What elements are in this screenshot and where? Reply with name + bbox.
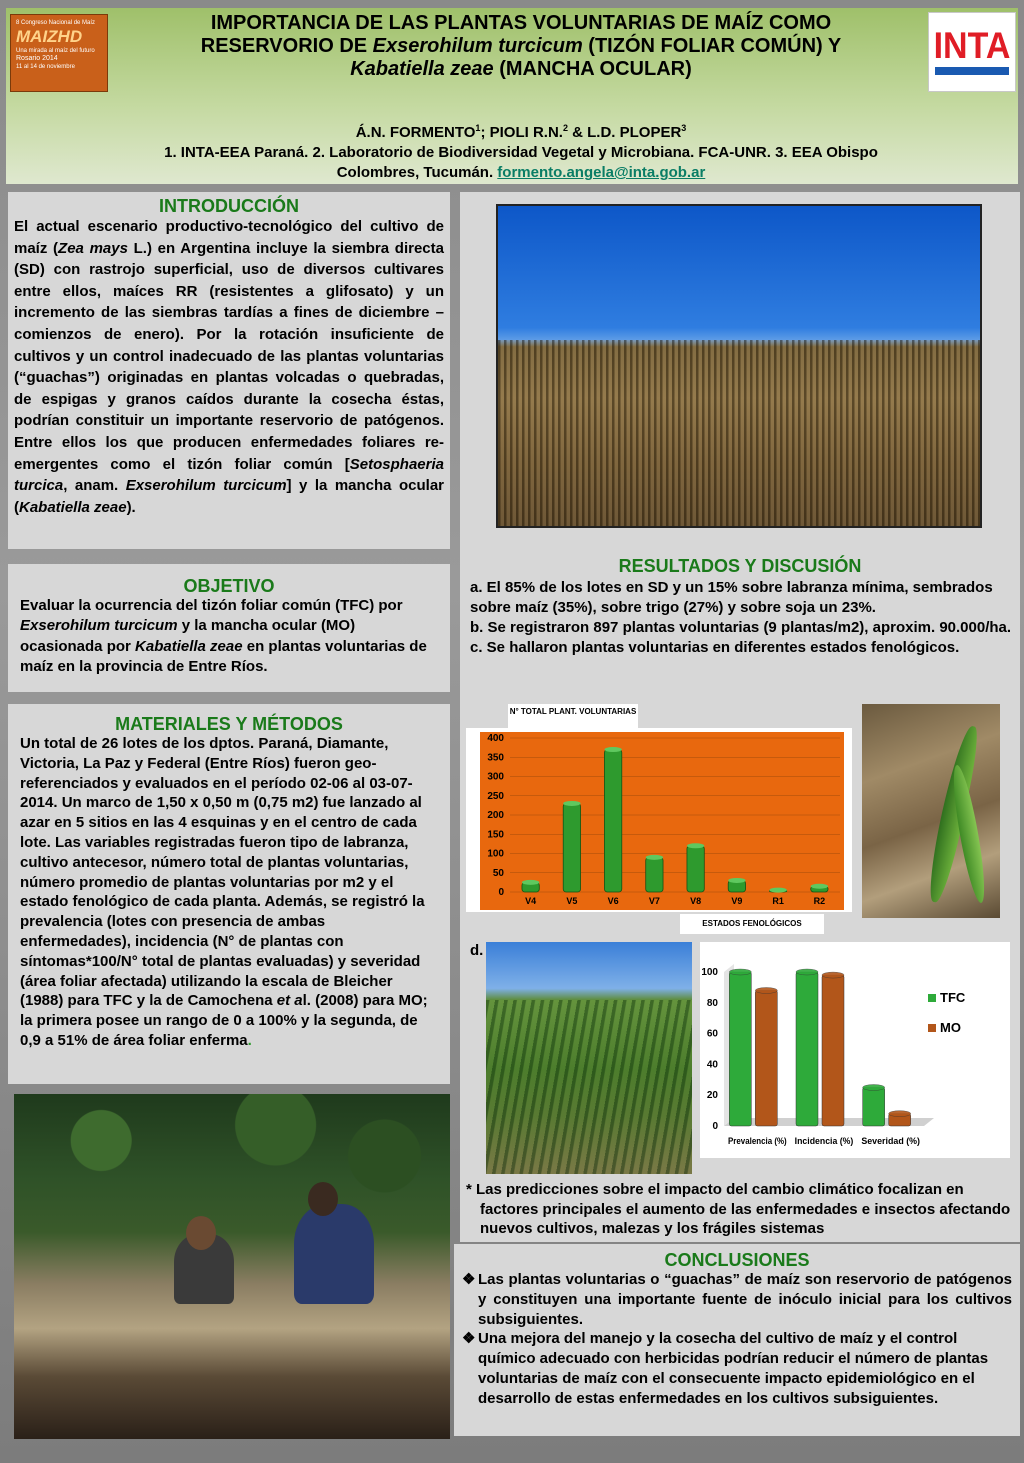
chart2-ytick-label: 40 xyxy=(706,1059,718,1071)
conclusion-item xyxy=(462,1270,1012,1329)
chart1-bar-cap xyxy=(646,855,663,860)
intro-body xyxy=(14,216,444,518)
maiz-logo-sub: Una mirada al maíz del futuro xyxy=(16,48,95,54)
chart1-ytick-label: 350 xyxy=(487,752,504,764)
chart2-svg xyxy=(700,942,1010,1158)
objetivo-text: y la mancha ocular (MO) ocasionada por xyxy=(20,617,356,655)
chart1-ytick-label: 250 xyxy=(487,790,504,802)
chart2-ytick-label: 0 xyxy=(712,1121,718,1132)
maiz-logo-big: MAIZHD xyxy=(16,27,83,46)
conclusiones-title: CONCLUSIONES xyxy=(664,1250,810,1270)
chart1-ytick-label: 300 xyxy=(487,771,504,783)
intro-title: INTRODUCCIÓN xyxy=(159,196,299,216)
author-sup: 2 xyxy=(562,123,568,133)
title-line-1: IMPORTANCIA DE LAS PLANTAS VOLUNTARIAS DE MAÍZ COMO xyxy=(210,12,832,34)
title-text: (TIZÓN FOLIAR COMÚN) Y xyxy=(582,35,842,57)
chart1-xlabel: ESTADOS FENOLÓGICOS xyxy=(680,914,824,934)
chart2-ytick-label: 100 xyxy=(701,967,718,978)
author-text: Á.N. FORMENTO xyxy=(355,124,476,141)
title-text: RESERVORIO DE xyxy=(200,35,373,57)
chart1-bar xyxy=(563,803,580,892)
corn-field-photo xyxy=(496,204,982,528)
chart1-xtick-label: V9 xyxy=(731,896,743,906)
chart2-bar-cap xyxy=(889,1111,911,1117)
chart1-ytick-label: 200 xyxy=(487,810,504,821)
resultados-body xyxy=(470,578,1015,658)
field-sampling-photo xyxy=(14,1094,450,1439)
title-species: Kabatiella zeae xyxy=(350,58,494,80)
chart1-xtick-label: V5 xyxy=(566,896,578,906)
chart2-legend-swatch xyxy=(928,1024,936,1032)
chart2-ytick-label: 60 xyxy=(706,1028,718,1040)
diamond-bullet-icon: ❖ xyxy=(462,1271,476,1288)
materiales-period: . xyxy=(247,1031,252,1049)
intro-text: L.) en Argentina incluye la siembra directa (SD) con rastrojo superficial, uso de diversos cultivares entre ellos, maíces RR (resistentes a glifosato) y un incremento de las siembras tardías a fines de diciembre – comienzos de enero). Por la rotación insuficiente de cultivos y un control inadecuado de las plantas voluntarias (“guachas”) originadas en plantas volcadas o quebradas, de espigas y granos caídos durante la cosecha éstas, podrían constituir un importante reservorio de patógenos. Entre ellos los que producen enfermedades foliares re-emergentes como el tizón foliar común [ xyxy=(14,239,444,473)
chart1-ytick-label: 50 xyxy=(492,867,504,879)
maizhd-logo xyxy=(10,14,108,92)
chart2-bar-cap xyxy=(822,972,844,978)
green-corn-photo xyxy=(486,942,692,1174)
materiales-section xyxy=(8,704,450,1084)
chart2-bar xyxy=(863,1088,885,1127)
chart1-ytick-label: 400 xyxy=(487,733,504,744)
chart1-ytick-label: 150 xyxy=(487,829,504,841)
intro-text: ). xyxy=(126,498,136,516)
chart1-xtick-label: V4 xyxy=(525,896,537,906)
chart1-ytick-label: 0 xyxy=(498,887,504,898)
chart1-xtick-label: V6 xyxy=(607,896,619,906)
chart1-bar-cap xyxy=(563,801,580,806)
objetivo-body xyxy=(20,596,438,678)
chart1-bar-cap xyxy=(604,747,621,752)
author-text: ; PIOLI R.N. xyxy=(480,124,563,141)
inta-logo-bar xyxy=(935,67,1009,75)
climate-note-text: * Las predicciones sobre el impacto del cambio climático focalizan en factores principales el aumento de las enfermedades e insectos afectando nuevos cultivos, malezas y los frágiles sistemas xyxy=(466,1181,1011,1237)
maiz-logo-small: 8 Congreso Nacional de Maíz xyxy=(16,20,96,26)
conclusion-text: Una mejora del manejo y la cosecha del cultivo de maíz y el control químico adecuado con herbicidas podrían reducir el número de plantas voluntarias de maíz con el consecuente impacto epidemiológico en el desarrollo de estas enfermedades en los cultivos subsiguientes. xyxy=(478,1330,989,1407)
chart2-bar xyxy=(796,972,818,1126)
climate-note xyxy=(466,1180,1014,1239)
maiz-logo-city: Rosario 2014 xyxy=(16,55,58,62)
poster-title xyxy=(116,12,926,81)
chart1-xtick-label: R1 xyxy=(772,896,784,906)
affiliations-line: 1. INTA-EEA Paraná. 2. Laboratorio de Biodiversidad Vegetal y Microbiana. FCA-UNR. 3. EEA Obispo xyxy=(164,144,878,161)
chart1-bar-cap xyxy=(811,884,828,889)
photo-crop-texture xyxy=(498,340,980,526)
chart1-bar-cap xyxy=(522,880,539,885)
materiales-title: MATERIALES Y MÉTODOS xyxy=(115,714,343,734)
resultado-b: b. Se registraron 897 plantas voluntarias (9 plantas/m2), aproxim. 90.000/ha. xyxy=(470,619,1012,636)
chart2-bar xyxy=(755,990,777,1126)
chart2-xtick-label: Incidencia (%) xyxy=(794,1136,854,1147)
conclusiones-section xyxy=(454,1244,1020,1436)
objetivo-text: Evaluar la ocurrencia del tizón foliar común (TFC) por xyxy=(20,597,403,614)
chart1-bar-cap xyxy=(728,878,745,883)
chart1-title: N° TOTAL PLANT. VOLUNTARIAS xyxy=(508,704,638,728)
chart1-ytick-label: 100 xyxy=(487,848,504,860)
authors-line xyxy=(116,118,926,143)
resultados-title: RESULTADOS Y DISCUSIÓN xyxy=(618,556,862,576)
resultado-d-label: d. xyxy=(470,942,484,959)
intro-section xyxy=(8,192,450,549)
chart1-xtick-label: V7 xyxy=(648,896,660,906)
inta-logo xyxy=(928,12,1016,92)
photo-row-texture xyxy=(486,1000,692,1174)
title-text: (MANCHA OCULAR) xyxy=(493,58,692,80)
materiales-body xyxy=(20,734,438,1051)
chart2-bar xyxy=(822,975,844,1126)
conclusiones-list xyxy=(462,1270,1012,1409)
chart1-xtick-label: V8 xyxy=(690,896,702,906)
chart2-legend-swatch xyxy=(928,994,936,1002)
materiales-italic: et a xyxy=(276,992,303,1010)
chart2-bar-cap xyxy=(863,1085,885,1091)
chart2-bar-cap xyxy=(796,969,818,975)
author-sup: 1 xyxy=(475,123,481,133)
email-link[interactable]: formento.angela@inta.gob.ar xyxy=(497,164,706,181)
photo-trees xyxy=(14,1094,450,1249)
chart1-bar xyxy=(646,857,663,892)
title-species: Exserohilum turcicum xyxy=(372,35,583,57)
chart2-ytick-label: 20 xyxy=(706,1090,718,1102)
chart2-legend-label: TFC xyxy=(940,990,966,1005)
intro-text: , anam. xyxy=(63,477,126,495)
maiz-logo-dates: 11 al 14 de noviembre xyxy=(16,64,75,70)
resultado-c: c. Se hallaron plantas voluntarias en diferentes estados fenológicos. xyxy=(470,639,960,656)
objetivo-species: Kabatiella zeae xyxy=(135,637,243,655)
intro-species: Zea mays xyxy=(58,239,128,257)
chart2-xtick-label: Prevalencia (%) xyxy=(728,1136,787,1147)
photo-person-2 xyxy=(294,1204,374,1304)
conclusion-item xyxy=(462,1329,1012,1408)
title-line-3 xyxy=(116,58,926,81)
objetivo-species: Exserohilum turcicum xyxy=(20,617,178,635)
title-line-2 xyxy=(116,35,926,58)
affiliations-line-2 xyxy=(116,163,926,183)
chart2-bar-cap xyxy=(729,969,751,975)
photo-head-2 xyxy=(308,1182,338,1216)
conclusion-text: Las plantas voluntarias o “guachas” de maíz son reservorio de patógenos y constituyen una importante fuente de inóculo inicial para los cultivos subsiguientes. xyxy=(478,1271,1012,1328)
inta-logo-word: INTA xyxy=(933,25,1011,67)
chart1-bar-cap xyxy=(769,888,786,893)
intro-species: Kabatiella zeae xyxy=(19,498,127,516)
chart1-bar xyxy=(604,750,621,892)
chart1-bar xyxy=(687,846,704,892)
chart2-xtick-label: Severidad (%) xyxy=(861,1136,920,1147)
objetivo-title: OBJETIVO xyxy=(183,576,275,596)
materiales-text: l. (2008) para MO; la primera posee un rango de 0 a 100% y la segunda, de 0,9 a 51% de área foliar enferma xyxy=(20,992,428,1049)
authors-block xyxy=(116,118,926,183)
author-text: & L.D. PLOPER xyxy=(567,124,682,141)
objetivo-section xyxy=(8,564,450,692)
author-sup: 3 xyxy=(681,123,687,133)
intro-text: El actual escenario productivo-tecnológico del cultivo de maíz ( xyxy=(14,218,444,257)
chart2-legend-label: MO xyxy=(940,1020,961,1035)
chart2-bar-cap xyxy=(755,987,777,993)
photo-head-1 xyxy=(186,1216,216,1250)
chart1-bar-cap xyxy=(687,843,704,848)
volunteer-plant-photo xyxy=(862,704,1000,918)
chart2-ytick-label: 80 xyxy=(706,997,718,1009)
chart1-svg xyxy=(466,728,852,912)
intro-text: ] y la mancha ocular ( xyxy=(14,477,445,516)
chart2-bar xyxy=(729,972,751,1126)
objetivo-text: en plantas voluntarias de maíz en la provincia de Entre Ríos. xyxy=(20,637,427,676)
resultado-a: a. El 85% de los lotes en SD y un 15% sobre labranza mínima, sembrados sobre maíz (35%), sobre trigo (27%) y sobre soja un 23%. xyxy=(470,579,993,616)
intro-species: Exserohilum turcicum xyxy=(125,477,287,495)
diamond-bullet-icon: ❖ xyxy=(462,1330,476,1348)
intro-species: Setosphaeria turcica xyxy=(14,455,444,495)
materiales-text: Un total de 26 lotes de los dptos. Paraná, Diamante, Victoria, La Paz y Federal (Entre Ríos) fueron geo-referenciados y evaluados en el período 02-06 al 03-07-2014. Un marco de 1,50 x 0,50 m (0,75 m2) fue lanzado al azar en 5 sitios en las 4 esquinas y en el centro de cada lote. Las variables registradas fueron tipo de labranza, cultivo antecesor, número total de plantas voluntarias, número promedio de plantas voluntarias por m2 y el estado fenológico de cada planta. Además, se registró la prevalencia (lotes con presencia de ambas enfermedades), incidencia (N° de plantas con síntomas*100/N° total de plantas evaluadas) y severidad (área foliar afectada) utilizando la escala de Bleicher (1988) para TFC y la de Camochena xyxy=(20,735,425,1010)
affiliation-text: Colombres, Tucumán. xyxy=(336,164,498,181)
chart1-xtick-label: R2 xyxy=(813,896,826,906)
